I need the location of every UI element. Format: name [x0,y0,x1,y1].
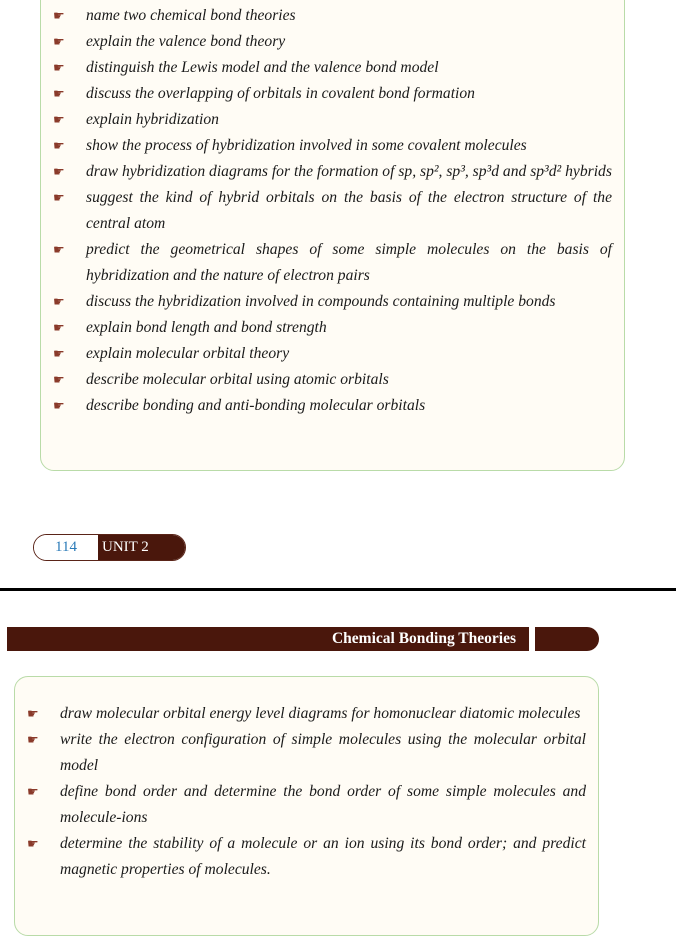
objective-item [53,55,612,81]
objective-item [53,315,612,341]
pointing-hand-icon: ☛ [27,784,39,799]
pointing-hand-icon: ☛ [53,372,65,387]
objective-text: write the electron configuration of simple molecules using the molecular orbital model [60,731,586,774]
pointing-hand-icon: ☛ [27,732,39,747]
objective-text: distinguish the Lewis model and the valence bond model [86,59,439,76]
objective-text: name two chemical bond theories [86,7,296,24]
objective-item [53,133,612,159]
chapter-header: Chemical Bonding Theories [7,627,529,651]
objective-text: describe molecular orbital using atomic orbitals [86,371,389,388]
objective-text: show the process of hybridization involved in some covalent molecules [86,137,527,154]
objective-item [53,81,612,107]
page-divider [0,588,676,591]
objectives-box-top [40,0,625,471]
objective-item [53,29,612,55]
pointing-hand-icon: ☛ [53,86,65,101]
objective-text: draw hybridization diagrams for the formation of sp, sp², sp³, sp³d and sp³d² hybrids [86,163,612,180]
objective-text: explain molecular orbital theory [86,345,290,362]
objective-item [53,185,612,237]
objective-text: explain the valence bond theory [86,33,286,50]
objective-text: explain hybridization [86,111,219,128]
objective-item [27,831,586,883]
objective-item [27,701,586,727]
objective-item [27,727,586,779]
page-number: 114 [34,535,98,560]
objectives-box-bottom [14,676,599,936]
pointing-hand-icon: ☛ [53,398,65,413]
objective-item [53,237,612,289]
pointing-hand-icon: ☛ [53,8,65,23]
objective-item [53,341,612,367]
objectives-list-top [53,3,612,419]
objective-text: determine the stability of a molecule or an ion using its bond order; and predict magnetic properties of molecules. [60,835,586,878]
objective-item [53,107,612,133]
pointing-hand-icon: ☛ [53,242,65,257]
objective-item [53,367,612,393]
objectives-list-bottom [27,701,586,883]
objective-text: draw molecular orbital energy level diagrams for homonuclear diatomic molecules [60,705,581,722]
objective-text: predict the geometrical shapes of some simple molecules on the basis of hybridization and the nature of electron pairs [86,241,612,284]
objective-text: explain bond length and bond strength [86,319,327,336]
pointing-hand-icon: ☛ [27,836,39,851]
chapter-header-tab [535,627,599,651]
objective-text: suggest the kind of hybrid orbitals on the basis of the electron structure of the central atom [86,189,612,232]
pointing-hand-icon: ☛ [53,164,65,179]
objective-item [53,159,612,185]
objective-text: discuss the overlapping of orbitals in covalent bond formation [86,85,475,102]
objective-item [53,393,612,419]
objective-item [53,289,612,315]
objective-item [53,3,612,29]
pointing-hand-icon: ☛ [53,60,65,75]
page-footer [33,534,186,561]
pointing-hand-icon: ☛ [53,112,65,127]
pointing-hand-icon: ☛ [53,346,65,361]
objective-item [27,779,586,831]
pointing-hand-icon: ☛ [53,294,65,309]
objective-text: describe bonding and anti-bonding molecular orbitals [86,397,426,414]
unit-label: UNIT 2 [98,535,185,560]
pointing-hand-icon: ☛ [53,320,65,335]
objective-text: discuss the hybridization involved in compounds containing multiple bonds [86,293,556,310]
pointing-hand-icon: ☛ [27,706,39,721]
pointing-hand-icon: ☛ [53,138,65,153]
pointing-hand-icon: ☛ [53,34,65,49]
pointing-hand-icon: ☛ [53,190,65,205]
objective-text: define bond order and determine the bond order of some simple molecules and molecule-ions [60,783,586,826]
